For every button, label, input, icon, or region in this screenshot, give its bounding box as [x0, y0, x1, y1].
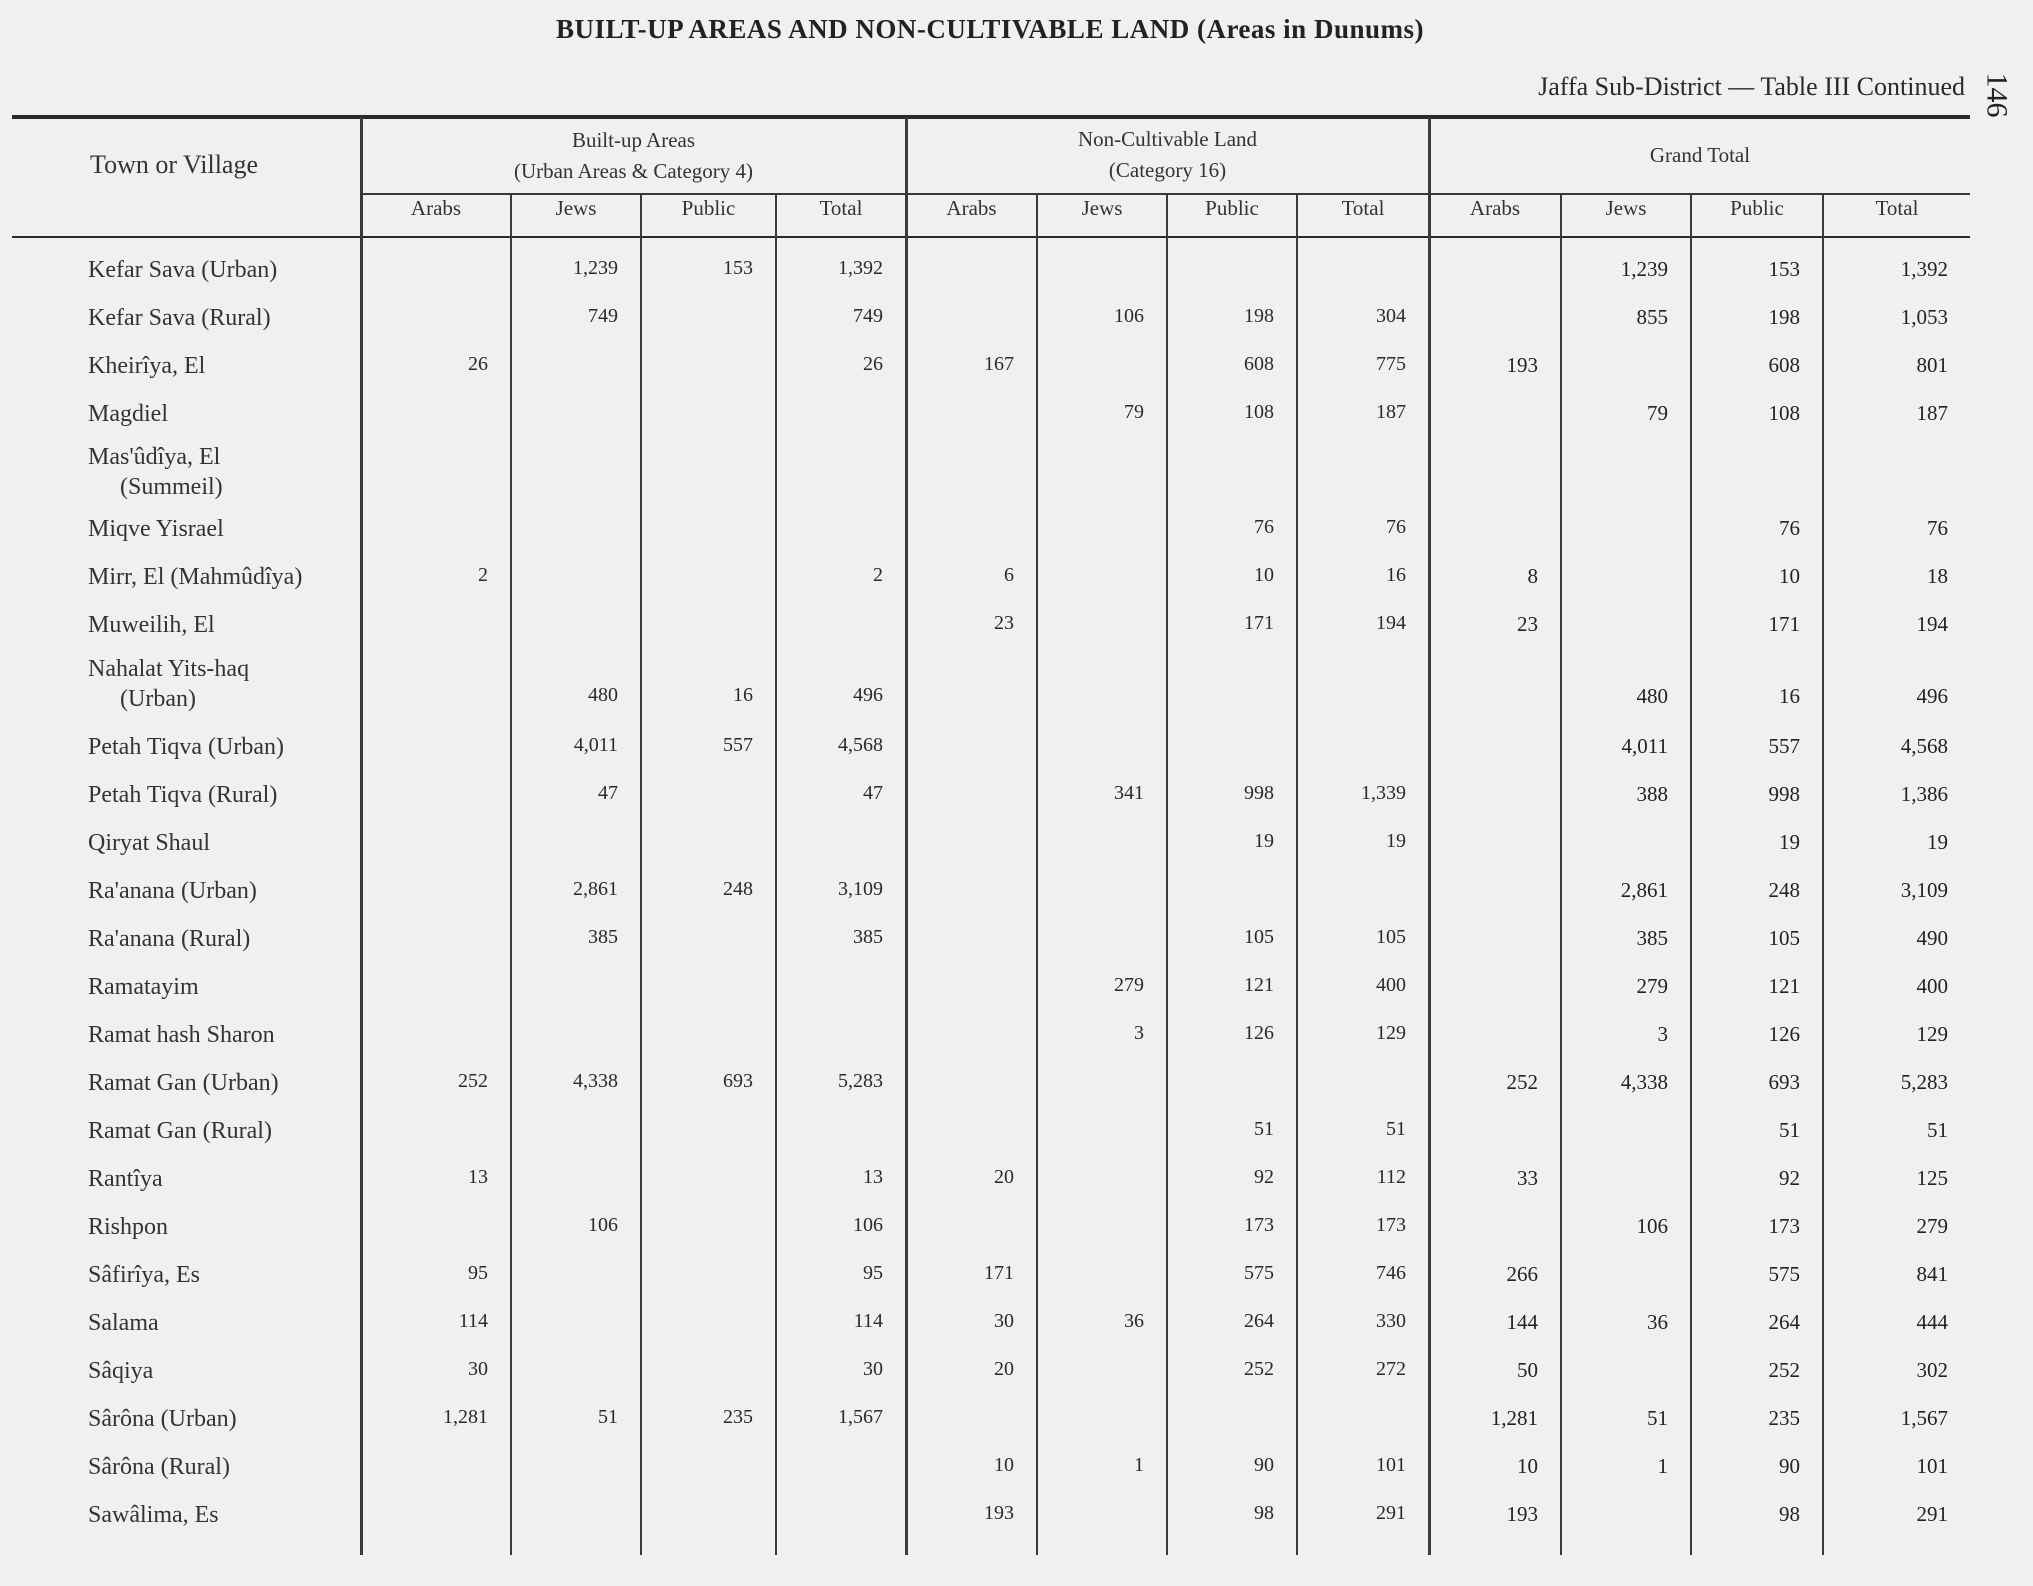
table-cell: 291 [1916, 1502, 1948, 1526]
table-cell: 235 [1768, 1406, 1800, 1430]
table-cell: 2,861 [1620, 878, 1668, 902]
table-cell: 1 [1134, 1454, 1144, 1476]
group-header-grand-total [1430, 140, 1970, 171]
table-cell: 187 [1376, 401, 1406, 423]
table-cell: 126 [1244, 1022, 1274, 1044]
town-name: Mirr, El (Mahmûdîya) [88, 564, 303, 590]
subcolumn-header: Jews [555, 196, 597, 220]
table-cell: 106 [1636, 1214, 1668, 1238]
table-cell: 575 [1768, 1262, 1800, 1286]
town-name: Kefar Sava (Urban) [88, 257, 278, 283]
table-cell: 4,338 [573, 1070, 618, 1092]
table-cell: 4,568 [838, 734, 883, 756]
table-cell: 557 [1768, 734, 1800, 758]
table-cell: 30 [994, 1310, 1014, 1332]
page-number: 146 [1980, 72, 2014, 118]
table-cell: 23 [1517, 612, 1538, 636]
town-name: Petah Tiqva (Rural) [88, 782, 278, 808]
table-cell: 187 [1916, 401, 1948, 425]
table-cell: 1 [1657, 1454, 1668, 1478]
group-header-non-cultivable [907, 124, 1428, 186]
town-name: (Urban) [120, 686, 196, 712]
table-cell: 4,568 [1900, 734, 1948, 758]
table-cell: 95 [863, 1262, 883, 1284]
table-cell: 129 [1916, 1022, 1948, 1046]
table-cell: 248 [1768, 878, 1800, 902]
table-cell: 272 [1376, 1358, 1406, 1380]
table-cell: 92 [1254, 1166, 1274, 1188]
column-divider [1822, 193, 1824, 1555]
table-cell: 4,338 [1620, 1070, 1668, 1094]
table-cell: 106 [588, 1214, 618, 1236]
table-cell: 105 [1376, 926, 1406, 948]
table-cell: 4,011 [573, 734, 618, 756]
table-cell: 36 [1124, 1310, 1144, 1332]
town-name: Ramatayim [88, 974, 199, 1000]
table-cell: 19 [1927, 830, 1948, 854]
table-cell: 252 [458, 1070, 488, 1092]
table-cell: 1,239 [1620, 257, 1668, 281]
table-cell: 30 [863, 1358, 883, 1380]
table-cell: 10 [994, 1454, 1014, 1476]
subcolumn-header: Total [819, 196, 863, 220]
column-divider [775, 193, 777, 1555]
table-cell: 18 [1927, 564, 1948, 588]
table-cell: 1,053 [1900, 305, 1948, 329]
table-cell: 235 [723, 1406, 753, 1428]
town-name: Salama [88, 1310, 159, 1336]
table-cell: 193 [1506, 1502, 1538, 1526]
group-header-line: Grand Total [1649, 143, 1751, 167]
table-cell: 693 [1768, 1070, 1800, 1094]
table-cell: 47 [863, 782, 883, 804]
group-header-built-up [362, 125, 905, 187]
table-cell: 19 [1254, 830, 1274, 852]
table-cell: 121 [1768, 974, 1800, 998]
table-cell: 5,283 [1900, 1070, 1948, 1094]
town-name: Sârôna (Urban) [88, 1406, 237, 1432]
subcolumn-header: Jews [1605, 196, 1647, 220]
table-cell: 193 [1506, 353, 1538, 377]
table-cell: 51 [1254, 1118, 1274, 1140]
table-cell: 16 [733, 684, 753, 706]
table-cell: 400 [1376, 974, 1406, 996]
table-cell: 101 [1376, 1454, 1406, 1476]
table-cell: 198 [1244, 305, 1274, 327]
table-cell: 121 [1244, 974, 1274, 996]
town-name: Ramat Gan (Rural) [88, 1118, 272, 1144]
column-divider [1296, 193, 1298, 1555]
table-cell: 385 [1636, 926, 1668, 950]
table-cell: 76 [1386, 516, 1406, 538]
table-cell: 13 [863, 1166, 883, 1188]
table-cell: 400 [1916, 974, 1948, 998]
table-cell: 108 [1768, 401, 1800, 425]
town-name: Ramat hash Sharon [88, 1022, 275, 1048]
table-cell: 998 [1768, 782, 1800, 806]
table-cell: 20 [994, 1358, 1014, 1380]
subcolumn-header: Total [1875, 196, 1919, 220]
table-cell: 193 [984, 1502, 1014, 1524]
table-cell: 746 [1376, 1262, 1406, 1284]
page-title: BUILT-UP AREAS AND NON-CULTIVABLE LAND (Areas in Dunums) [556, 14, 1424, 44]
group-divider [1428, 117, 1431, 1555]
table-cell: 264 [1768, 1310, 1800, 1334]
table-cell: 1,392 [838, 257, 883, 279]
table-cell: 26 [468, 353, 488, 375]
table-cell: 2,861 [573, 878, 618, 900]
town-name: Ra'anana (Urban) [88, 878, 257, 904]
table-cell: 2 [873, 564, 883, 586]
table-cell: 749 [853, 305, 883, 327]
table-cell: 302 [1916, 1358, 1948, 1382]
town-name: Ra'anana (Rural) [88, 926, 251, 952]
table-cell: 385 [853, 926, 883, 948]
table-cell: 388 [1636, 782, 1668, 806]
column-divider [640, 193, 642, 1555]
table-cell: 1,239 [573, 257, 618, 279]
table-cell: 108 [1244, 401, 1274, 423]
town-name: Sâfirîya, Es [88, 1262, 200, 1288]
table-subtitle: Jaffa Sub-District — Table III Continued [1538, 72, 1965, 101]
table-cell: 1,567 [838, 1406, 883, 1428]
table-cell: 114 [458, 1310, 488, 1332]
town-name: Ramat Gan (Urban) [88, 1070, 279, 1096]
table-cell: 693 [723, 1070, 753, 1092]
table-cell: 16 [1779, 684, 1800, 708]
town-name: Nahalat Yits-haq [88, 656, 250, 682]
town-column-divider [360, 117, 363, 1555]
table-cell: 79 [1647, 401, 1668, 425]
table-cell: 173 [1376, 1214, 1406, 1236]
table-cell: 1,281 [443, 1406, 488, 1428]
header-bottom-rule [12, 236, 1970, 238]
table-cell: 106 [1114, 305, 1144, 327]
table-cell: 92 [1779, 1166, 1800, 1190]
table-cell: 144 [1506, 1310, 1538, 1334]
table-cell: 266 [1506, 1262, 1538, 1286]
table-cell: 16 [1386, 564, 1406, 586]
table-cell: 252 [1768, 1358, 1800, 1382]
table-cell: 112 [1376, 1166, 1406, 1188]
table-cell: 279 [1114, 974, 1144, 996]
table-cell: 1,567 [1900, 1406, 1948, 1430]
column-divider [1690, 193, 1692, 1555]
top-rule [12, 115, 1970, 119]
town-name: Sârôna (Rural) [88, 1454, 230, 1480]
table-cell: 198 [1768, 305, 1800, 329]
table-cell: 13 [468, 1166, 488, 1188]
table-cell: 23 [994, 612, 1014, 634]
table-cell: 608 [1244, 353, 1274, 375]
table-cell: 98 [1779, 1502, 1800, 1526]
town-name: Mas'ûdîya, El [88, 444, 221, 470]
subcolumn-header: Public [1730, 196, 1784, 220]
table-cell: 36 [1647, 1310, 1668, 1334]
table-cell: 26 [863, 353, 883, 375]
town-name: Sawâlima, Es [88, 1502, 219, 1528]
table-cell: 76 [1779, 516, 1800, 540]
table-cell: 444 [1916, 1310, 1948, 1334]
table-cell: 171 [1244, 612, 1274, 634]
table-cell: 33 [1517, 1166, 1538, 1190]
table-cell: 76 [1927, 516, 1948, 540]
table-cell: 90 [1779, 1454, 1800, 1478]
town-name: Sâqiya [88, 1358, 154, 1384]
table-cell: 30 [468, 1358, 488, 1380]
town-name: Muweilih, El [88, 612, 215, 638]
table-cell: 279 [1916, 1214, 1948, 1238]
table-cell: 47 [598, 782, 618, 804]
town-name: Qiryat Shaul [88, 830, 210, 856]
table-cell: 2 [478, 564, 488, 586]
table-cell: 51 [1647, 1406, 1668, 1430]
group-header-line: (Urban Areas & Category 4) [513, 159, 754, 183]
table-cell: 264 [1244, 1310, 1274, 1332]
table-cell: 171 [984, 1262, 1014, 1284]
table-cell: 496 [853, 684, 883, 706]
table-cell: 1,281 [1490, 1406, 1538, 1430]
table-cell: 95 [468, 1262, 488, 1284]
table-cell: 557 [723, 734, 753, 756]
table-cell: 8 [1527, 564, 1538, 588]
table-cell: 496 [1916, 684, 1948, 708]
table-cell: 19 [1386, 830, 1406, 852]
table-cell: 50 [1517, 1358, 1538, 1382]
table-cell: 480 [588, 684, 618, 706]
table-cell: 248 [723, 878, 753, 900]
table-cell: 51 [1386, 1118, 1406, 1140]
table-cell: 105 [1768, 926, 1800, 950]
table-cell: 10 [1517, 1454, 1538, 1478]
town-name: Rishpon [88, 1214, 169, 1240]
column-divider [1560, 193, 1562, 1555]
subcolumn-header: Total [1341, 196, 1385, 220]
town-column-header: Town or Village [90, 150, 258, 179]
table-cell: 10 [1779, 564, 1800, 588]
table-cell: 3 [1134, 1022, 1144, 1044]
column-divider [510, 193, 512, 1555]
table-cell: 51 [1779, 1118, 1800, 1142]
table-cell: 385 [588, 926, 618, 948]
table-cell: 79 [1124, 401, 1144, 423]
table-cell: 90 [1254, 1454, 1274, 1476]
column-divider [1036, 193, 1038, 1555]
table-cell: 76 [1254, 516, 1274, 538]
subcolumn-header: Jews [1081, 196, 1123, 220]
table-cell: 1,386 [1900, 782, 1948, 806]
table-cell: 841 [1916, 1262, 1948, 1286]
table-cell: 10 [1254, 564, 1274, 586]
town-name: (Summeil) [120, 474, 223, 500]
table-cell: 19 [1779, 830, 1800, 854]
table-cell: 194 [1916, 612, 1948, 636]
table-cell: 153 [723, 257, 753, 279]
subcolumn-header: Public [1205, 196, 1259, 220]
table-cell: 330 [1376, 1310, 1406, 1332]
table-cell: 341 [1114, 782, 1144, 804]
table-cell: 51 [598, 1406, 618, 1428]
town-name: Rantîya [88, 1166, 163, 1192]
table-cell: 20 [994, 1166, 1014, 1188]
town-name: Kefar Sava (Rural) [88, 305, 271, 331]
table-cell: 480 [1636, 684, 1668, 708]
table-cell: 194 [1376, 612, 1406, 634]
group-header-line: Non-Cultivable Land [1077, 127, 1258, 151]
town-name: Kheirîya, El [88, 353, 206, 379]
table-cell: 114 [853, 1310, 883, 1332]
table-cell: 125 [1916, 1166, 1948, 1190]
table-cell: 575 [1244, 1262, 1274, 1284]
town-name: Magdiel [88, 401, 168, 427]
table-cell: 101 [1916, 1454, 1948, 1478]
table-cell: 998 [1244, 782, 1274, 804]
table-cell: 98 [1254, 1502, 1274, 1524]
table-cell: 1,339 [1361, 782, 1406, 804]
table-cell: 608 [1768, 353, 1800, 377]
table-cell: 173 [1244, 1214, 1274, 1236]
table-cell: 106 [853, 1214, 883, 1236]
table-cell: 252 [1506, 1070, 1538, 1094]
table-cell: 167 [984, 353, 1014, 375]
table-cell: 4,011 [1621, 734, 1668, 758]
subcolumn-header: Arabs [1469, 196, 1521, 220]
group-divider [905, 117, 908, 1555]
table-cell: 252 [1244, 1358, 1274, 1380]
table-cell: 3 [1657, 1022, 1668, 1046]
table-cell: 5,283 [838, 1070, 883, 1092]
table-cell: 153 [1768, 257, 1800, 281]
table-cell: 6 [1004, 564, 1014, 586]
town-name: Petah Tiqva (Urban) [88, 734, 284, 760]
table-cell: 3,109 [838, 878, 883, 900]
table-cell: 126 [1768, 1022, 1800, 1046]
table-cell: 749 [588, 305, 618, 327]
table-cell: 129 [1376, 1022, 1406, 1044]
subcolumn-header: Arabs [410, 196, 462, 220]
table-cell: 105 [1244, 926, 1274, 948]
table-cell: 3,109 [1900, 878, 1948, 902]
subcolumn-header: Public [681, 196, 736, 220]
table-cell: 490 [1916, 926, 1948, 950]
table-cell: 291 [1376, 1502, 1406, 1524]
table-cell: 51 [1927, 1118, 1948, 1142]
group-header-line: Built-up Areas [571, 128, 696, 152]
table-cell: 855 [1636, 305, 1668, 329]
subcolumn-header: Arabs [946, 196, 997, 220]
town-name: Miqve Yisrael [88, 516, 224, 542]
table-cell: 1,392 [1900, 257, 1948, 281]
column-divider [1166, 193, 1168, 1555]
table-cell: 279 [1636, 974, 1668, 998]
group-header-line: (Category 16) [1108, 158, 1227, 182]
table-cell: 173 [1768, 1214, 1800, 1238]
table-cell: 304 [1376, 305, 1406, 327]
table-cell: 171 [1768, 612, 1800, 636]
table-cell: 801 [1916, 353, 1948, 377]
table-cell: 775 [1376, 353, 1406, 375]
